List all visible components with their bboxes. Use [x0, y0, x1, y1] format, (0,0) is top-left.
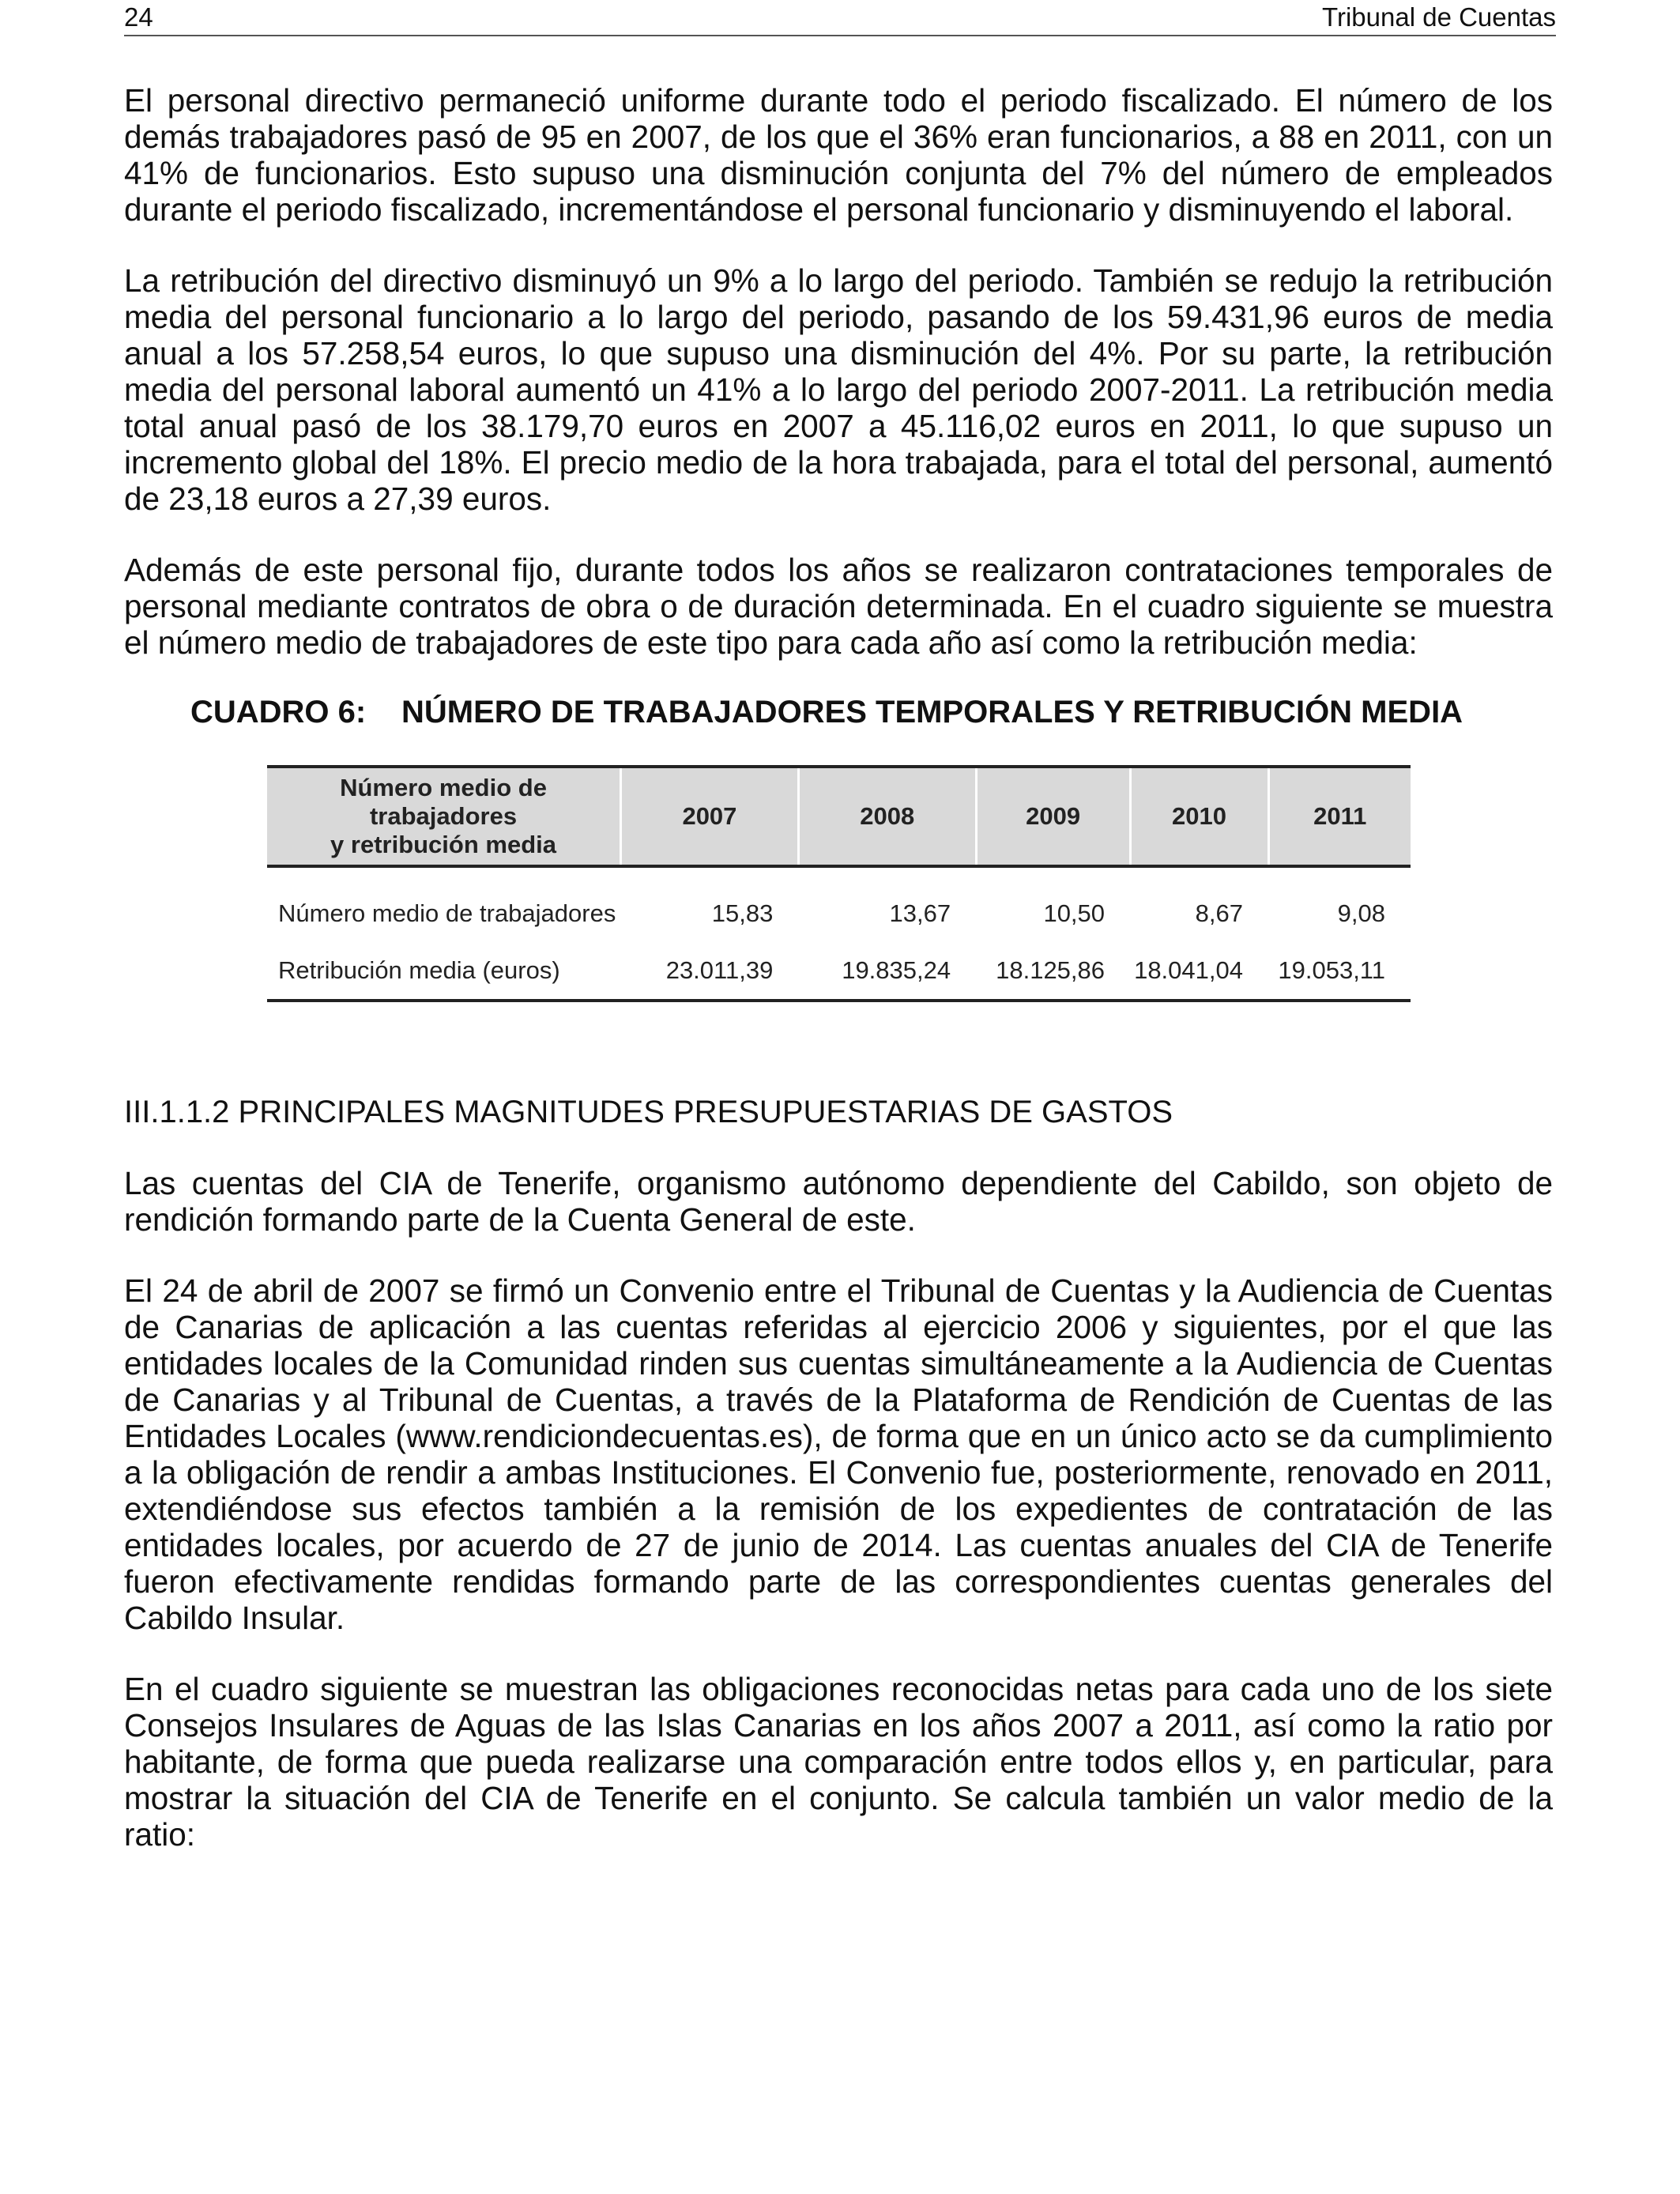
header-year-2008: 2008 — [798, 767, 976, 866]
cell-value: 18.125,86 — [976, 942, 1130, 1001]
page-header — [124, 0, 1556, 36]
header-label-line2: y retribución media — [330, 831, 556, 858]
paragraph-personal-directivo: El personal directivo permaneció uniforme durante todo el periodo fiscalizado. El número de los demás trabajadores pasó de 95 en 2007, de los que el 36% eran funcionarios, a 88 en 2011, con un 41% de funcionarios. Esto supuso una disminución conjunta del 7% del número de empleados durante el periodo fiscalizado, incrementándose el personal funcionario y disminuyendo el laboral. — [124, 82, 1553, 228]
cell-value: 10,50 — [1043, 899, 1106, 927]
table-row — [267, 866, 1411, 942]
cell-value: 15,83 — [711, 899, 774, 927]
paragraph-personal-temporal: Además de este personal fijo, durante todos los años se realizaron contrataciones temporales de personal mediante contratos de obra o de duración determinada. En el cuadro siguiente se muestra el número medio de trabajadores de este tipo para cada año así como la retribución media: — [124, 552, 1553, 661]
table-row — [267, 942, 1411, 1001]
cell-value: 9,08 — [1337, 899, 1385, 927]
header-year-2009: 2009 — [976, 767, 1130, 866]
paragraph-retribucion: La retribución del directivo disminuyó un 9% a lo largo del periodo. También se redujo la retribución media del personal funcionario a lo largo del periodo, pasando de los 59.431,96 euros de media anual a los 57.258,54 euros, lo que supuso una disminución del 4%. Por su parte, la retribución media del personal laboral aumentó un 41% a lo largo del periodo 2007-2011. La retribución media total anual pasó de los 38.179,70 euros en 2007 a 45.116,02 euros en 2011, lo que supuso un incremento global del 18%. El precio medio de la hora trabajada, para el total del personal, aumentó de 23,18 euros a 27,39 euros. — [124, 262, 1553, 517]
cell-value: 13,67 — [889, 899, 951, 927]
table-label: CUADRO 6: — [190, 695, 367, 729]
header-year-2007: 2007 — [621, 767, 799, 866]
table-title: NÚMERO DE TRABAJADORES TEMPORALES Y RETRIBUCIÓN MEDIA — [401, 695, 1463, 729]
cell-value: 8,67 — [1195, 899, 1243, 927]
header-year-2010: 2010 — [1130, 767, 1268, 866]
cuadro-6-table — [267, 765, 1411, 1002]
page-body — [124, 82, 1553, 1853]
cell-value: 19.053,11 — [1268, 942, 1411, 1001]
table-caption — [190, 694, 1553, 730]
paragraph-cuentas-cia: Las cuentas del CIA de Tenerife, organismo autónomo dependiente del Cabildo, son objeto de rendición formando parte de la Cuenta General de este. — [124, 1165, 1553, 1238]
paragraph-convenio: El 24 de abril de 2007 se firmó un Convenio entre el Tribunal de Cuentas y la Audiencia de Cuentas de Canarias de aplicación a las cuentas referidas al ejercicio 2006 y siguientes, por el que las entidades locales de la Comunidad rinden sus cuentas simultáneamente a la Audiencia de Cuentas de Canarias y al Tribunal de Cuentas, a través de la Plataforma de Rendición de Cuentas de las Entidades Locales (www.rendiciondecuentas.es), de forma que en un único acto se da cumplimiento a la obligación de rendir a ambas Instituciones. El Convenio fue, posteriormente, renovado en 2011, extendiéndose sus efectos también a la remisión de los expedientes de contratación de las entidades locales, por acuerdo de 27 de junio de 2014. Las cuentas anuales del CIA de Tenerife fueron efectivamente rendidas formando parte de las correspondientes cuentas generales del Cabildo Insular. — [124, 1272, 1553, 1636]
header-year-2011: 2011 — [1268, 767, 1411, 866]
page-number: 24 — [124, 2, 153, 32]
cell-value: 19.835,24 — [798, 942, 976, 1001]
header-cell-label — [267, 767, 621, 866]
cell-value: 18.041,04 — [1130, 942, 1268, 1001]
section-heading: III.1.1.2 PRINCIPALES MAGNITUDES PRESUPUESTARIAS DE GASTOS — [124, 1095, 1173, 1129]
paragraph-obligaciones: En el cuadro siguiente se muestran las obligaciones reconocidas netas para cada uno de los siete Consejos Insulares de Aguas de las Islas Canarias en los años 2007 a 2011, así como la ratio por habitante, de forma que pueda realizarse una comparación entre todos ellos y, en particular, para mostrar la situación del CIA de Tenerife en el conjunto. Se calcula también un valor medio de la ratio: — [124, 1671, 1553, 1853]
row-label: Número medio de trabajadores — [278, 899, 616, 927]
header-label-line1: Número medio de trabajadores — [340, 774, 547, 830]
row-label: Retribución media (euros) — [267, 942, 621, 1001]
cell-value: 23.011,39 — [621, 942, 799, 1001]
table-header-row — [267, 767, 1411, 866]
running-title: Tribunal de Cuentas — [1322, 2, 1556, 32]
